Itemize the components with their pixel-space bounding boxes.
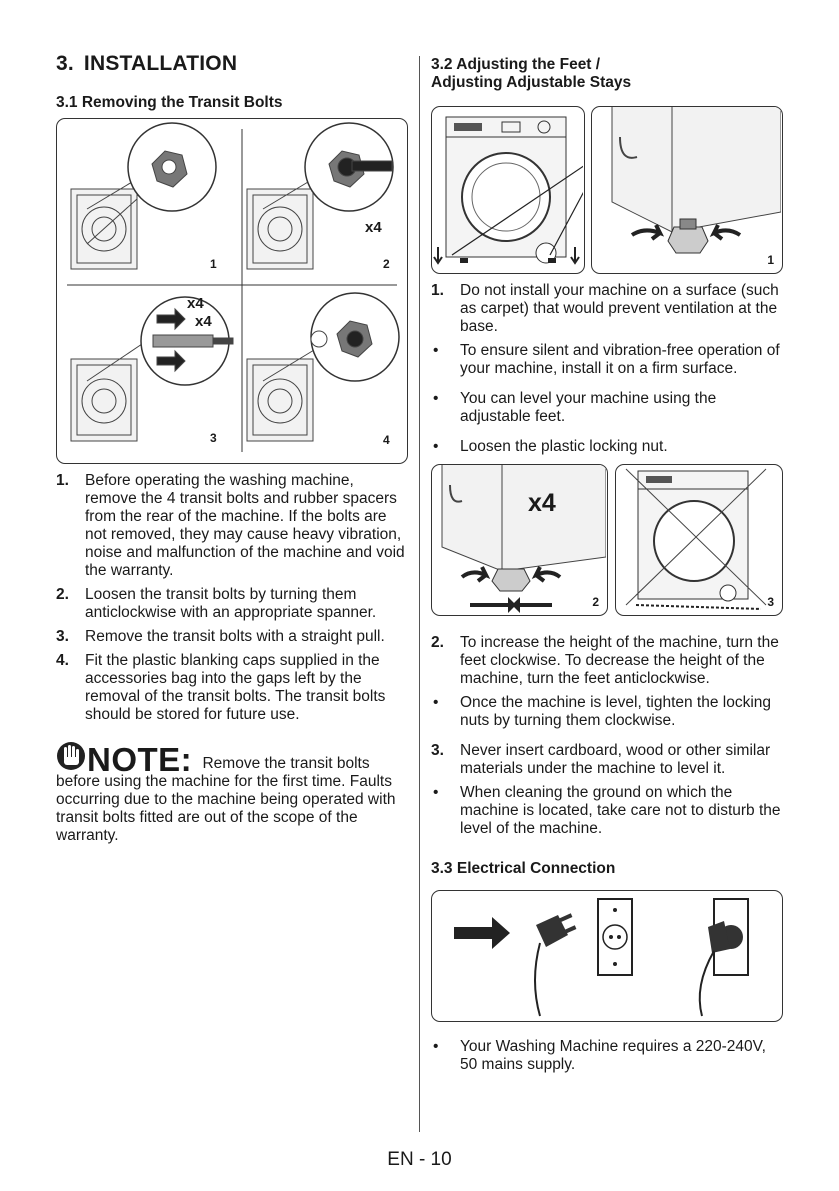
transit-bolts-figure: [56, 118, 408, 464]
tilted-machine-illustration: [616, 465, 781, 614]
electrical-heading: 3.3 Electrical Connection: [431, 860, 616, 877]
section-number: 3.: [56, 52, 74, 75]
panel-label-1: 1: [210, 257, 217, 271]
list-item: 1. Before operating the washing machine, remove the 4 transit bolts and rubber spacers from the rear of the machine. If the bolts are not removed, they may cause heavy vibration, noise and malfunction of the machine and void the warranty.: [56, 472, 405, 579]
list-item: 1. Do not install your machine on a surface (such as carpet) that would prevent ventilation at the base.: [431, 282, 779, 335]
figure-multiplier-2: x4: [365, 219, 382, 236]
feet-figure-machine: [431, 106, 585, 274]
feet-figure-row-2: [431, 464, 783, 616]
panel-label-2: 2: [383, 257, 390, 271]
note-block: [56, 740, 408, 845]
electrical-figure: [431, 890, 783, 1022]
right-column: [431, 56, 783, 1080]
list-item: 3. Never insert cardboard, wood or other similar materials under the machine to level it.: [431, 742, 771, 777]
section-title: [56, 52, 408, 76]
feet-items-b: [431, 634, 783, 838]
list-item: • Loosen the plastic locking nut.: [433, 438, 668, 455]
list-item: 2. Loosen the transit bolts by turning them anticlockwise with an appropriate spanner.: [56, 586, 377, 621]
machine-front-illustration: [432, 107, 583, 272]
figure-multiplier-3: x4: [195, 313, 212, 330]
transit-bolts-steps: [56, 472, 408, 724]
column-divider: [419, 56, 420, 1132]
list-item: 3. Remove the transit bolts with a straight pull.: [56, 628, 385, 645]
feet-figure-3-label: 3: [767, 595, 774, 609]
list-item: • Your Washing Machine requires a 220-240V, 50 mains supply.: [433, 1038, 766, 1073]
feet-figure-1-label: 1: [767, 253, 774, 267]
feet-figure-foot-2: [431, 464, 608, 616]
feet-figure-multiplier: x4: [528, 489, 556, 517]
list-item: • To ensure silent and vibration-free operation of your machine, install it on a firm surface.: [433, 342, 780, 377]
transit-bolts-heading: 3.1 Removing the Transit Bolts: [56, 94, 283, 111]
panel-label-3: 3: [210, 431, 217, 445]
foot-closeup-illustration: [592, 107, 781, 272]
figure-multiplier: x4: [187, 295, 204, 312]
feet-figure-row-1: [431, 106, 783, 274]
panel-1-machine-back: [71, 123, 216, 269]
list-item: 4. Fit the plastic blanking caps supplied in the accessories bag into the gaps left by the removal of the transit bolts. The transit bolts should be stored for future use.: [56, 652, 386, 723]
note-heading: NOTE:: [87, 741, 193, 778]
page-number: EN - 10: [387, 1149, 452, 1170]
list-item: • When cleaning the ground on which the machine is located, take care not to disturb the level of the machine.: [433, 784, 781, 837]
list-item: • You can level your machine using the adjustable feet.: [433, 390, 717, 425]
transit-bolts-illustration: [57, 119, 406, 462]
list-item: 2. To increase the height of the machine, turn the feet clockwise. To decrease the height of the machine, turn the feet anticlockwise.: [431, 634, 779, 687]
list-item: • Once the machine is level, tighten the locking nuts by turning them clockwise.: [433, 694, 772, 729]
foot-adjust-illustration: [432, 465, 606, 614]
panel-label-4: 4: [383, 433, 390, 447]
feet-figure-machine-tilted: [615, 464, 783, 616]
feet-items-a: [431, 282, 783, 456]
hand-stop-icon: [56, 740, 86, 772]
plug-socket-illustration: [432, 891, 781, 1020]
feet-figure-foot-1: [591, 106, 783, 274]
section-title-text: INSTALLATION: [83, 52, 238, 75]
panel-4-machine-back: [247, 293, 399, 441]
note-lead: Remove the transit bolts: [202, 755, 370, 772]
feet-heading: 3.2 Adjusting the Feet / Adjusting Adjustable Stays: [431, 56, 632, 91]
note-body: before using the machine for the first time. Faults occurring due to the machine being operated with transit bolts fitted are out of the scope of the warranty.: [56, 773, 396, 844]
left-column: [56, 52, 408, 845]
panel-2-machine-back: [247, 123, 393, 269]
feet-figure-2-label: 2: [592, 595, 599, 609]
electrical-items: [431, 1038, 783, 1074]
